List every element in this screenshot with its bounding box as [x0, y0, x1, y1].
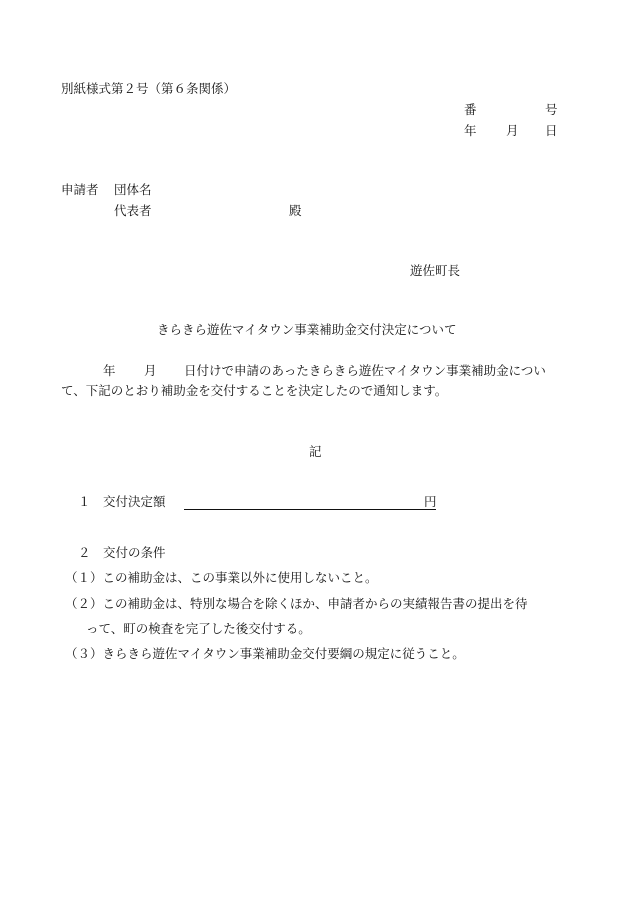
- item2-number: ２: [78, 545, 91, 560]
- condition-2-line2: って、町の検査を完了した後交付する。: [86, 621, 311, 636]
- issuer-name: 遊佐町長: [410, 263, 461, 278]
- date-day: 日: [545, 123, 558, 138]
- item1-unit: 円: [424, 494, 437, 509]
- applicant-label: 申請者: [61, 182, 99, 197]
- document-title: きらきら遊佐マイタウン事業補助金交付決定について: [157, 322, 457, 337]
- org-name-label: 団体名: [114, 182, 152, 197]
- form-number: 別紙様式第２号（第６条関係）: [61, 81, 237, 96]
- ki-heading: 記: [309, 444, 322, 459]
- body-month: 月: [144, 363, 157, 378]
- amount-underline: [184, 509, 436, 510]
- condition-2-line1: （２）この補助金は、特別な場合を除くほか、申請者からの実績報告書の提出を待: [65, 596, 528, 611]
- item1-label: 交付決定額: [103, 494, 166, 509]
- item2-label: 交付の条件: [103, 545, 166, 560]
- body-line1: 日付けで申請のあったきらきら遊佐マイタウン事業補助金につい: [184, 363, 546, 378]
- representative-label: 代表者: [114, 203, 152, 218]
- doc-number-go: 号: [545, 102, 558, 117]
- body-year: 年: [103, 363, 116, 378]
- honorific-dono: 殿: [289, 203, 302, 218]
- item1-number: １: [78, 494, 91, 509]
- date-month: 月: [506, 123, 519, 138]
- body-line2: て、下記のとおり補助金を交付することを決定したので通知します。: [61, 383, 448, 398]
- condition-1: （１）この補助金は、この事業以外に使用しないこと。: [65, 570, 378, 585]
- doc-number-ban: 番: [464, 102, 477, 117]
- condition-3: （３）きらきら遊佐マイタウン事業補助金交付要綱の規定に従うこと。: [65, 646, 465, 661]
- date-year: 年: [464, 123, 477, 138]
